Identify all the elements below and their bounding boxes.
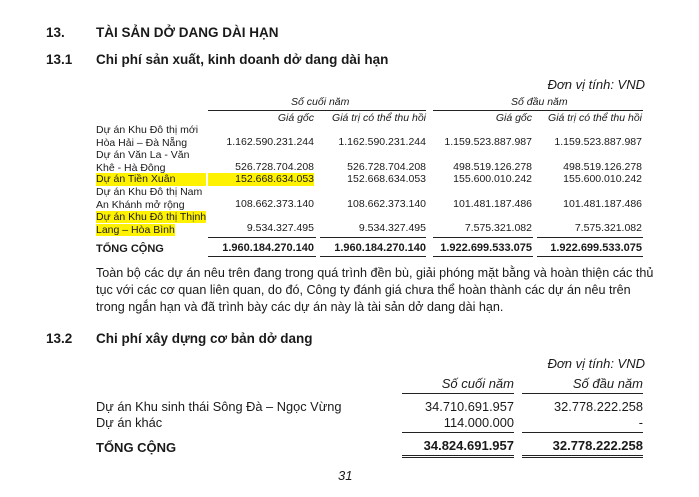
- row-label-line: Dự án Khu Đô thị mới: [96, 124, 199, 136]
- row-value-cost-end: 526.728.704.208: [235, 161, 314, 173]
- table1-col-cost-begin: Giá gốc: [495, 112, 532, 124]
- table1-rule: [537, 237, 643, 238]
- row-value-recoverable-end: 108.662.373.140: [347, 198, 426, 210]
- description-paragraph: Toàn bộ các dự án nêu trên đang trong quá trình đền bù, giải phóng mặt bằng và hoàn thiện các thủ tục với các cơ quan liên quan, do đó, Công ty đánh giá chưa thể hoàn thành các dự án nêu trên trong ngắn hạn và đã trình bày các dự án này là tài sản dở dang dài hạn.: [96, 266, 654, 314]
- table1-rule: [320, 237, 426, 238]
- table2-row-value-end: 114.000.000: [443, 415, 514, 430]
- table1-total-recoverable-end: 1.960.184.270.140: [334, 242, 426, 254]
- table2-total-end: 34.824.691.957: [423, 438, 514, 453]
- section-13-number: 13.: [46, 25, 65, 40]
- table1-col-recoverable-begin: Giá trị có thể thu hồi: [548, 112, 642, 124]
- table1-group-begin-year: Số đầu năm: [511, 96, 568, 108]
- section-13-2-title: Chi phí xây dựng cơ bản dở dang: [96, 331, 313, 346]
- row-value-cost-end: 9.534.327.495: [246, 222, 314, 234]
- table1-total-rule: [320, 256, 426, 257]
- row-value-cost-end: 152.668.634.053: [208, 173, 314, 186]
- table1-rule: [433, 237, 533, 238]
- table1-total-recoverable-begin: 1.922.699.533.075: [550, 242, 642, 254]
- table2-total-rule: [402, 457, 514, 458]
- row-value-cost-begin: 101.481.187.486: [453, 198, 532, 210]
- table1-total-label: TỔNG CỘNG: [96, 243, 164, 255]
- table1-group-end-rule: [208, 110, 426, 111]
- section-13-2-number: 13.2: [46, 331, 73, 346]
- table2-row-label: Dự án Khu sinh thái Sông Đà – Ngọc Vừng: [96, 399, 342, 414]
- table1-total-rule: [537, 256, 643, 257]
- row-value-cost-begin: 498.519.126.278: [453, 161, 532, 173]
- table2-total-label: TỔNG CỘNG: [96, 440, 177, 455]
- table2-total-begin: 32.778.222.258: [552, 438, 643, 453]
- table2-row-value-begin: -: [638, 415, 643, 430]
- table-row: [96, 124, 198, 149]
- table2-unit: Đơn vị tính: VND: [547, 356, 645, 371]
- row-value-cost-begin: 155.600.010.242: [453, 173, 532, 185]
- row-value-recoverable-end: 152.668.634.053: [347, 173, 426, 185]
- table2-row-value-end: 34.710.691.957: [425, 399, 514, 414]
- table1-total-cost-begin: 1.922.699.533.075: [440, 242, 532, 254]
- table1-rule: [208, 237, 316, 238]
- section-13-1-title: Chi phí sản xuất, kinh doanh dở dang dài hạn: [96, 52, 389, 67]
- table2-header-rule: [522, 393, 643, 394]
- table1-group-begin-rule: [433, 110, 643, 111]
- row-label-line: An Khánh mở rộng: [96, 198, 185, 211]
- table2-row-value-begin: 32.778.222.258: [554, 399, 643, 414]
- row-label-line: Khê - Hà Đông: [96, 161, 166, 174]
- table2-col-end-year: Số cuối năm: [441, 376, 514, 391]
- page-number: 31: [338, 468, 353, 483]
- row-label-line: Hòa Hải – Đà Nẵng: [96, 136, 188, 149]
- row-value-recoverable-begin: 155.600.010.242: [563, 173, 642, 185]
- row-value-recoverable-begin: 101.481.187.486: [563, 198, 642, 210]
- table2-col-begin-year: Số đầu năm: [572, 376, 643, 391]
- table-row: [96, 149, 189, 174]
- row-value-recoverable-begin: 1.159.523.887.987: [554, 136, 642, 148]
- row-label-line: Dự án Khu Đô thị Thịnh: [96, 211, 207, 223]
- row-value-recoverable-end: 526.728.704.208: [347, 161, 426, 173]
- row-label-line: Dự án Văn La - Văn: [96, 149, 190, 161]
- table2-total-rule: [522, 457, 643, 458]
- table1-col-cost-end: Giá gốc: [277, 112, 314, 124]
- section-13-title: TÀI SẢN DỞ DANG DÀI HẠN: [96, 25, 279, 40]
- row-value-recoverable-begin: 498.519.126.278: [563, 161, 642, 173]
- table1-total-rule: [208, 256, 316, 257]
- row-value-cost-begin: 1.159.523.887.987: [444, 136, 532, 148]
- row-value-cost-end: 108.662.373.140: [235, 198, 314, 210]
- table2-rule: [522, 432, 643, 433]
- table1-unit: Đơn vị tính: VND: [547, 77, 645, 92]
- row-value-cost-end: 1.162.590.231.244: [226, 136, 314, 148]
- section-13-1-number: 13.1: [46, 52, 73, 67]
- table-row: [96, 186, 202, 211]
- row-label-line: Lang – Hòa Bình: [96, 223, 175, 236]
- table1-col-recoverable-end: Giá trị có thể thu hồi: [332, 112, 426, 124]
- row-value-recoverable-end: 1.162.590.231.244: [338, 136, 426, 148]
- table2-header-rule: [402, 393, 514, 394]
- table1-group-end-year: Số cuối năm: [291, 96, 350, 108]
- table2-row-label: Dự án khác: [96, 415, 163, 430]
- table1-total-rule: [433, 256, 533, 257]
- row-value-recoverable-end: 9.534.327.495: [358, 222, 426, 234]
- row-label-line: Dự án Tiền Xuân: [96, 173, 176, 185]
- row-value-recoverable-begin: 7.575.321.082: [574, 222, 642, 234]
- table-row: [96, 211, 206, 236]
- table1-total-cost-end: 1.960.184.270.140: [222, 242, 314, 254]
- table2-total-rule: [402, 455, 514, 456]
- table2-total-rule: [522, 455, 643, 456]
- table2-rule: [402, 432, 514, 433]
- row-value-cost-begin: 7.575.321.082: [464, 222, 532, 234]
- row-label-line: Dự án Khu Đô thị Nam: [96, 186, 203, 198]
- table-row: [96, 173, 206, 186]
